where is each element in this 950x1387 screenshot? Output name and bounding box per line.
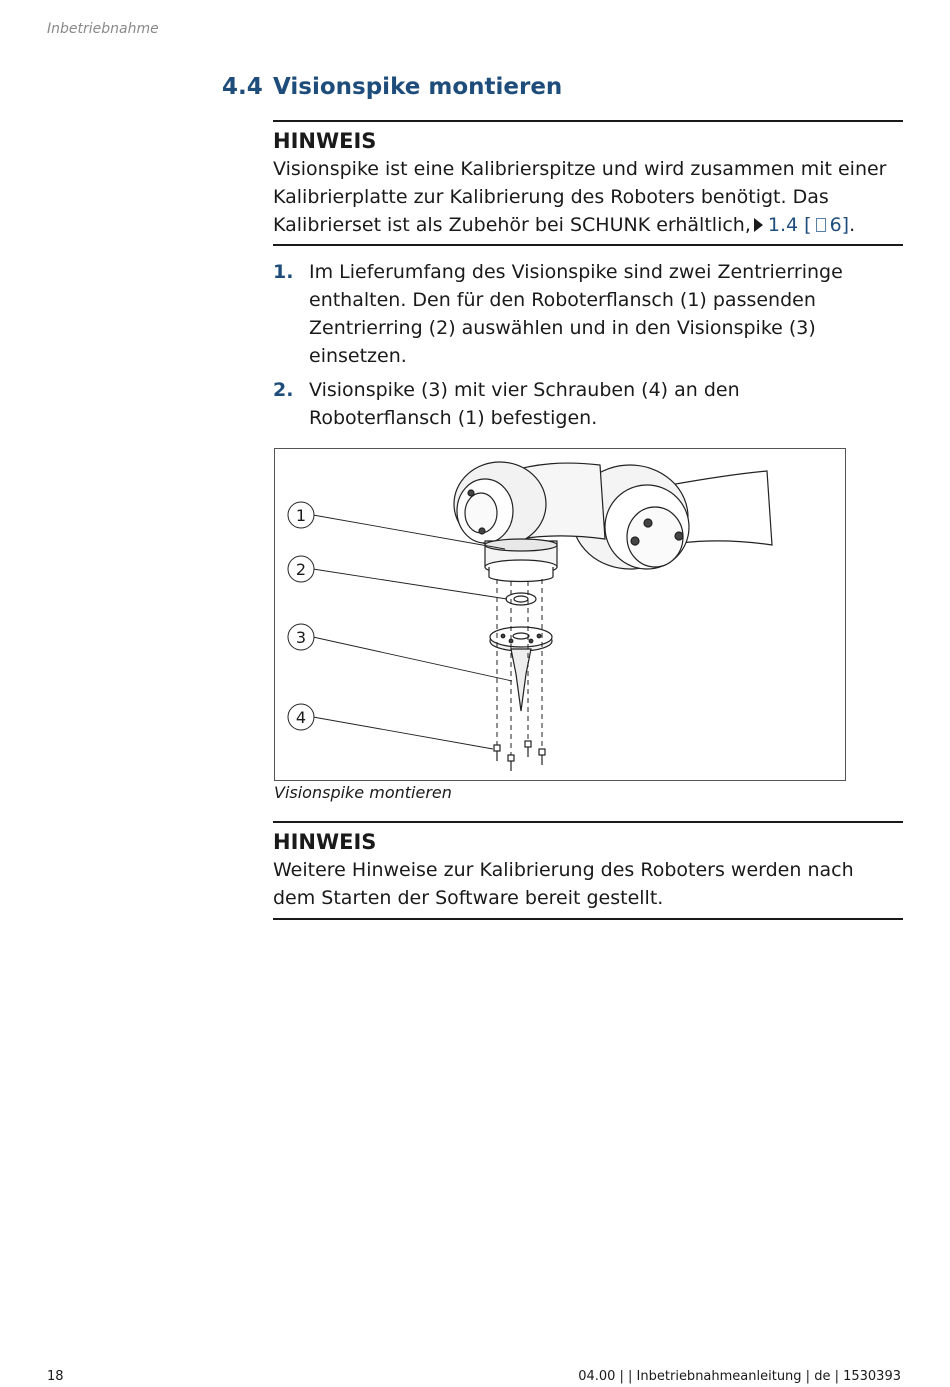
step-item xyxy=(273,258,903,370)
notice-title: HINWEIS xyxy=(273,830,377,854)
step-text-line: Visionspike (3) mit vier Schrauben (4) an den xyxy=(309,379,740,401)
figure-caption: Visionspike montieren xyxy=(274,783,452,802)
page-icon xyxy=(816,218,826,232)
step-text-line: Im Lieferumfang des Visionspike sind zwei Zentrierringe xyxy=(309,261,843,283)
step-text-line: enthalten. Den für den Roboterflansch (1) passenden xyxy=(309,289,816,311)
xref-bracket: [ xyxy=(804,214,812,236)
step-text-line: Zentrierring (2) auswählen und in den Visionspike (3) xyxy=(309,317,816,339)
section-number: 4.4 xyxy=(222,74,263,100)
notice-text-line: Weitere Hinweise zur Kalibrierung des Roboters werden nach xyxy=(273,859,854,881)
xref-bracket: ] xyxy=(841,214,850,236)
callout-label: 4 xyxy=(295,708,307,727)
callout-label: 1 xyxy=(295,506,307,525)
step-text-line: Roboterflansch (1) befestigen. xyxy=(309,407,598,429)
notice-text-line xyxy=(273,211,903,239)
step-number: 1. xyxy=(273,261,294,283)
assembly-figure xyxy=(274,448,846,781)
step-text-line: einsetzen. xyxy=(309,345,407,367)
callout-label: 2 xyxy=(295,560,307,579)
step-item xyxy=(273,376,903,432)
notice-text: Kalibrierset ist als Zubehör bei SCHUNK erhältlich, xyxy=(273,214,751,236)
step-number: 2. xyxy=(273,379,294,401)
notice-text-line: dem Starten der Software bereit gestellt. xyxy=(273,887,664,909)
notice-text: . xyxy=(849,214,856,236)
notice-title: HINWEIS xyxy=(273,129,377,153)
instruction-steps xyxy=(273,258,903,438)
robot-flange-drawing xyxy=(275,449,845,780)
page-number: 18 xyxy=(47,1369,64,1384)
notice-box xyxy=(273,120,903,246)
xref-section: 1.4 xyxy=(767,214,799,236)
running-header: Inbetriebnahme xyxy=(47,21,159,37)
arrow-right-icon xyxy=(754,218,763,232)
cross-reference-link[interactable] xyxy=(768,214,849,236)
notice-text-line: Visionspike ist eine Kalibrierspitze und wird zusammen mit einer xyxy=(273,158,887,180)
footer-doc-info: 04.00 | | Inbetriebnahmeanleitung | de | 1530393 xyxy=(578,1369,901,1384)
notice-box xyxy=(273,821,903,920)
section-heading xyxy=(222,74,562,100)
notice-text-line: Kalibrierplatte zur Kalibrierung des Roboters benötigt. Das xyxy=(273,186,829,208)
section-title: Visionspike montieren xyxy=(273,74,563,100)
xref-page: 6 xyxy=(829,214,842,236)
callout-label: 3 xyxy=(295,628,307,647)
